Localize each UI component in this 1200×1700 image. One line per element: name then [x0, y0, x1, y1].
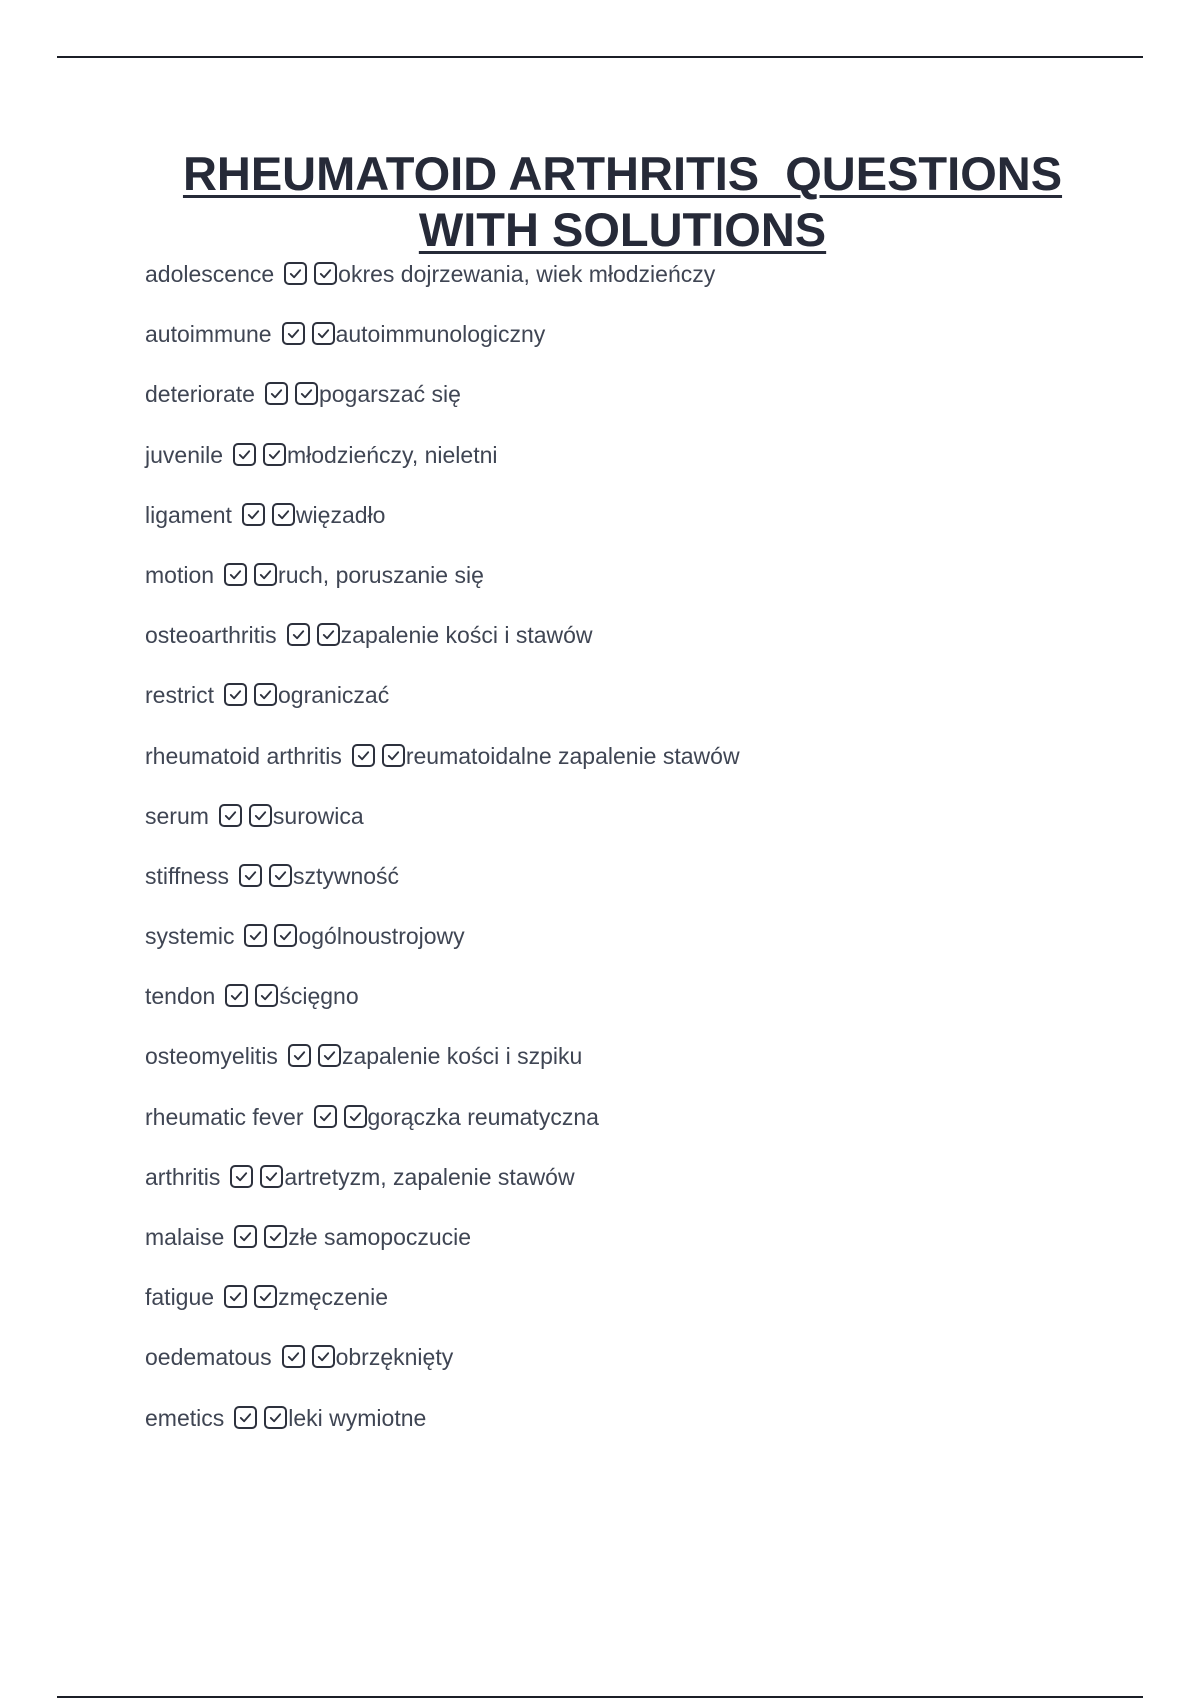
bottom-rule [57, 1696, 1143, 1698]
entry-term: restrict [145, 682, 214, 709]
list-item [145, 1099, 1145, 1159]
list-item [145, 497, 1145, 557]
entry-term: serum [145, 802, 209, 829]
checked-box-icon [224, 563, 247, 586]
checked-box-icon [317, 623, 340, 646]
entry-term: rheumatoid arthritis [145, 742, 342, 769]
checked-box-icon [314, 262, 337, 285]
list-item [145, 1159, 1145, 1219]
entry-term: malaise [145, 1224, 225, 1250]
entry-term: fatigue [145, 1284, 215, 1311]
entry-definition: zmęczenie [278, 1284, 388, 1311]
checked-box-icon [318, 1044, 341, 1067]
entry-term: tendon [145, 983, 216, 1010]
entry-definition: ruch, poruszanie się [278, 561, 484, 588]
list-item [145, 798, 1145, 858]
entry-term: deteriorate [145, 381, 255, 408]
checked-box-icon [254, 683, 277, 706]
list-item [145, 858, 1145, 918]
entry-term: arthritis [145, 1163, 221, 1190]
entry-definition: ograniczać [278, 682, 390, 709]
checked-box-icon [284, 262, 307, 285]
entry-definition: okres dojrzewania, wiek młodzieńczy [338, 261, 716, 287]
entry-definition: złe samopoczucie [288, 1224, 472, 1250]
checked-box-icon [224, 683, 247, 706]
checked-box-icon [264, 1225, 287, 1248]
entry-term: systemic [145, 923, 235, 950]
checked-box-icon [287, 623, 310, 646]
entry-term: motion [145, 561, 215, 588]
entry-term: juvenile [145, 441, 223, 468]
checked-box-icon [219, 804, 242, 827]
entry-definition: ogólnoustrojowy [298, 923, 465, 950]
checked-box-icon [239, 864, 262, 887]
list-item [145, 376, 1145, 436]
list-item [145, 918, 1145, 978]
list-item [145, 617, 1145, 677]
entry-definition: młodzieńczy, nieletni [287, 441, 498, 468]
title-line-2: WITH SOLUTIONS [418, 203, 827, 256]
checked-box-icon [225, 984, 248, 1007]
checked-box-icon [352, 744, 375, 767]
entry-term: emetics [145, 1404, 225, 1431]
top-rule [57, 56, 1143, 58]
title-line-1: RHEUMATOID ARTHRITIS QUESTIONS [182, 147, 1063, 200]
entry-definition: leki wymiotne [288, 1404, 427, 1431]
checked-box-icon [282, 322, 305, 345]
page-title [100, 146, 1145, 258]
checked-box-icon [269, 864, 292, 887]
entry-definition: autoimmunologiczny [335, 321, 546, 348]
entry-definition: zapalenie kości i stawów [340, 622, 593, 649]
checked-box-icon [224, 1285, 247, 1308]
entry-definition: obrzęknięty [335, 1344, 454, 1371]
checked-box-icon [314, 1105, 337, 1128]
checked-box-icon [265, 382, 288, 405]
checked-box-icon [382, 744, 405, 767]
entry-definition: surowica [272, 802, 364, 829]
checked-box-icon [274, 924, 297, 947]
checked-box-icon [234, 1225, 257, 1248]
checked-box-icon [264, 1406, 287, 1429]
entry-term: stiffness [145, 862, 229, 889]
list-item [145, 1279, 1145, 1339]
checked-box-icon [288, 1044, 311, 1067]
checked-box-icon [234, 1406, 257, 1429]
checked-box-icon [295, 382, 318, 405]
entry-term: rheumatic fever [145, 1103, 304, 1130]
entry-definition: sztywność [292, 862, 400, 889]
checked-box-icon [255, 984, 278, 1007]
entry-term: adolescence [145, 261, 275, 287]
vocabulary-list [145, 256, 1145, 1460]
checked-box-icon [344, 1105, 367, 1128]
entry-definition: zapalenie kości i szpiku [341, 1043, 583, 1070]
list-item [145, 1038, 1145, 1098]
checked-box-icon [244, 924, 267, 947]
entry-definition: więzadło [295, 501, 386, 528]
entry-definition: reumatoidalne zapalenie stawów [405, 742, 740, 769]
list-item [145, 557, 1145, 617]
checked-box-icon [272, 503, 295, 526]
entry-definition: artretyzm, zapalenie stawów [284, 1163, 575, 1190]
checked-box-icon [254, 1285, 277, 1308]
checked-box-icon [242, 503, 265, 526]
checked-box-icon [249, 804, 272, 827]
checked-box-icon [233, 443, 256, 466]
entry-term: oedematous [145, 1344, 272, 1371]
list-item [145, 1400, 1145, 1460]
list-item [145, 677, 1145, 737]
list-item [145, 1219, 1145, 1279]
list-item [145, 1339, 1145, 1399]
entry-definition: pogarszać się [318, 381, 461, 408]
list-item [145, 256, 1145, 316]
checked-box-icon [263, 443, 286, 466]
list-item [145, 738, 1145, 798]
checked-box-icon [254, 563, 277, 586]
entry-definition: gorączka reumatyczna [367, 1103, 599, 1130]
list-item [145, 316, 1145, 376]
checked-box-icon [312, 322, 335, 345]
entry-term: ligament [145, 501, 232, 528]
checked-box-icon [260, 1165, 283, 1188]
checked-box-icon [312, 1345, 335, 1368]
list-item [145, 437, 1145, 497]
checked-box-icon [282, 1345, 305, 1368]
list-item [145, 978, 1145, 1038]
entry-term: osteoarthritis [145, 622, 277, 649]
entry-definition: ścięgno [279, 983, 359, 1010]
entry-term: osteomyelitis [145, 1043, 278, 1070]
entry-term: autoimmune [145, 321, 272, 348]
checked-box-icon [230, 1165, 253, 1188]
